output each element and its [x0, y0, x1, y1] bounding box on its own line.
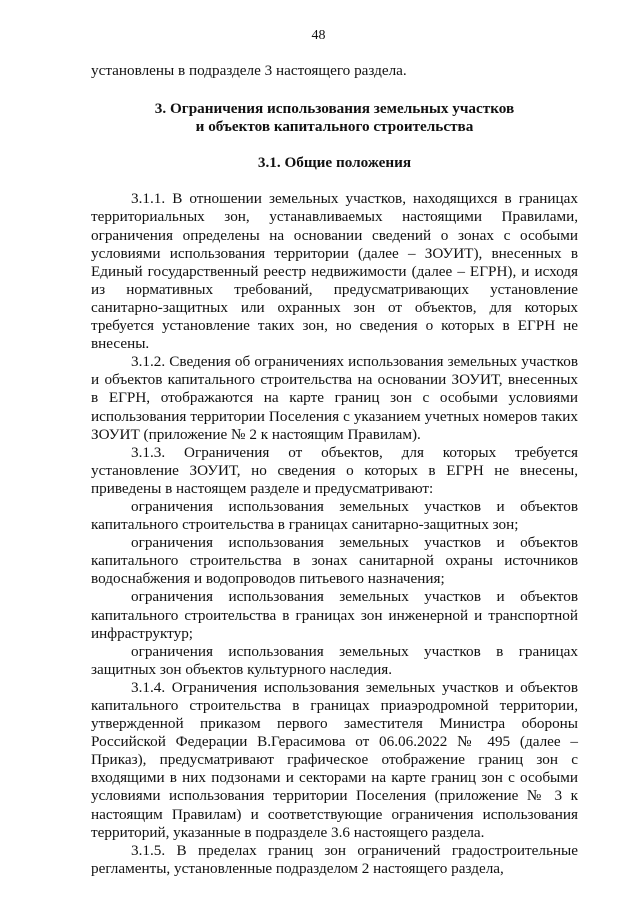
paragraph-3-1-4: 3.1.4. Ограничения использования земельных участков и объектов капитального строительства в границах приаэродромной территории, утвержденной приказом первого заместителя Министра обороны Российской Федерации В.Герасимова от 06.06.2022 № 495 (далее – Приказ), предусматривают графическое отображение границ зон с входящими в них подзонами и секторами на карте границ зон с особыми условиями использования территории Поселения (приложение № 3 к настоящим Правилам) и соответствующие ограничения использования территорий, указанные в подразделе 3.6 настоящего раздела.	[91, 678, 578, 841]
list-item-water-protection-zones: ограничения использования земельных участков и объектов капитального строительства в зонах санитарной охраны источников водоснабжения и водопроводов питьевого назначения;	[91, 534, 578, 588]
paragraph-3-1-5: 3.1.5. В пределах границ зон ограничений градостроительные регламенты, установленные подразделом 2 настоящего раздела,	[91, 841, 578, 877]
paragraph-3-1-1: 3.1.1. В отношении земельных участков, находящихся в границах территориальных зон, устанавливаемых настоящими Правилами, ограничения определены на основании сведений о зонах с особыми условиями использования территории (далее – ЗОУИТ), внесенных в Единый государственный реестр недвижимости (далее – ЕГРН), и исходя из нормативных требований, предусматривающих установление санитарно-защитных или охранных зон от объектов, для которых требуется установление таких зон, но сведения о которых в ЕГРН не внесены.	[91, 190, 578, 353]
section-heading-line-2: и объектов капитального строительства	[195, 118, 474, 136]
page-number: 48	[311, 28, 326, 43]
section-heading	[91, 100, 578, 136]
list-item-heritage-zones: ограничения использования земельных участков в границах защитных зон объектов культурного наследия.	[91, 642, 578, 678]
list-item-sanitary-zones: ограничения использования земельных участков и объектов капитального строительства в границах санитарно-защитных зон;	[91, 497, 578, 534]
paragraph-3-1-2: 3.1.2. Сведения об ограничениях использования земельных участков и объектов капитального строительства на основании ЗОУИТ, внесенных в ЕГРН, отображаются на карте границ зон с особыми условиями использования территории Поселения с указанием учетных номеров таких ЗОУИТ (приложение № 2 к настоящим Правилам).	[91, 353, 578, 443]
lead-line: установлены в подразделе 3 настоящего раздела.	[91, 62, 407, 79]
section-heading-line-1: 3. Ограничения использования земельных участков	[154, 100, 515, 118]
list-item-infrastructure-zones: ограничения использования земельных участков и объектов капитального строительства в границах зон инженерной и транспортной инфраструктур;	[91, 588, 578, 642]
paragraph-3-1-3: 3.1.3. Ограничения от объектов, для которых требуется установление ЗОУИТ, но сведения о которых в ЕГРН не внесены, приведены в настоящем разделе и предусматривают:	[91, 443, 578, 497]
page-content	[91, 62, 578, 878]
subsection-heading: 3.1. Общие положения	[257, 154, 412, 172]
